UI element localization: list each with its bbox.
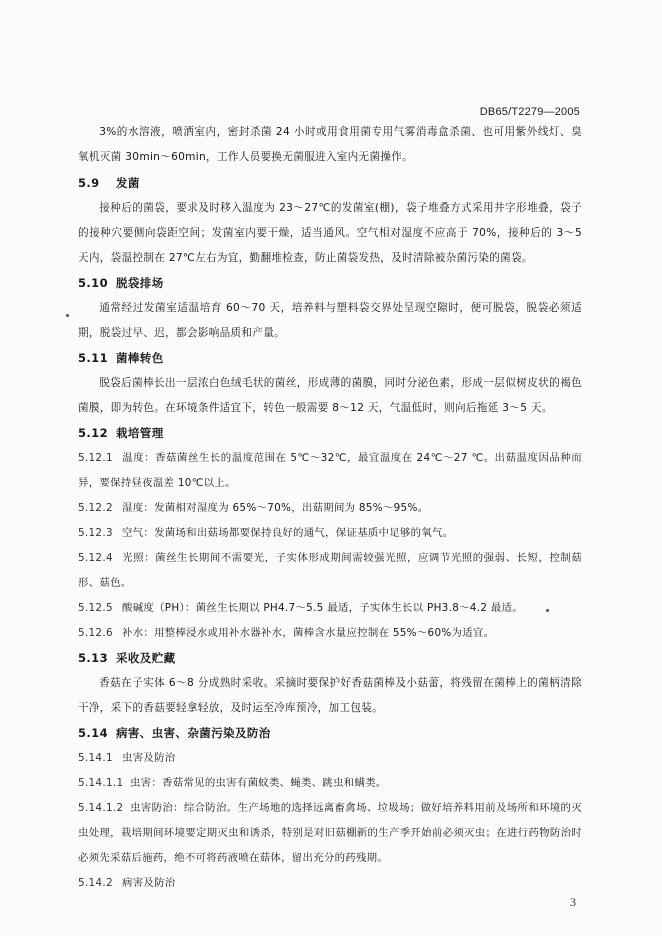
section-title: 病害、虫害、杂菌污染及防治: [116, 726, 271, 740]
item-number: 5.12.1: [78, 452, 113, 464]
item-text: 空气：发菌场和出菇场都要保持良好的通气，保证基质中足够的氧气。: [122, 527, 454, 539]
section-heading-5-13: [78, 646, 582, 671]
item-number: 5.12.5: [78, 602, 113, 614]
item-text: 病害及防治: [122, 877, 176, 889]
item-number: 5.12.4: [78, 552, 113, 564]
item-number: 5.14.1: [78, 752, 113, 764]
item-number: 5.14.1.2: [78, 802, 124, 814]
section-title: 栽培管理: [116, 426, 164, 440]
item-text: 虫害：香菇常见的虫害有菌蚊类、蝇类、跳虫和螨类。: [130, 777, 387, 789]
section-title: 采收及贮藏: [116, 651, 176, 665]
section-number: 5.14: [78, 726, 108, 740]
continuation-paragraph: 3%的水溶液，喷洒室内，密封杀菌 24 小时或用食用菌专用气雾消毒盒杀菌、也可用紫外线灯、臭氧机灭菌 30min～60min，工作人员要换无菌服进入室内无菌操作。: [78, 126, 582, 163]
item-text: 光照：菌丝生长期间不需要光，子实体形成期间需较强光照，应调节光照的强弱、长短，控制菇形、菇色。: [78, 552, 582, 589]
list-item: [78, 771, 582, 796]
item-text: 虫害及防治: [122, 752, 176, 764]
item-number: 5.12.6: [78, 627, 113, 639]
section-number: 5.10: [78, 276, 108, 290]
section-paragraph-5-11: 脱袋后菌棒长出一层浓白色绒毛状的菌丝，形成薄的菌膜，同时分泌色素，形成一层似树皮状的褐色菌膜，即为转色。在环境条件适宜下，转色一般需要 8～12 天，气温低时，则向后拖延 3～5 天。: [78, 377, 582, 414]
item-number: 5.12.2: [78, 502, 113, 514]
item-number: 5.12.3: [78, 527, 113, 539]
list-item: [78, 871, 582, 896]
section-number: 5.9: [78, 176, 100, 190]
item-number: 5.14.1.1: [78, 777, 124, 789]
item-text: 湿度：发菌相对湿度为 65%～70%，出菇期间为 85%～95%。: [122, 502, 429, 514]
list-item: [78, 596, 582, 621]
section-heading-5-12: [78, 421, 582, 446]
section-title: 菌棒转色: [116, 351, 164, 365]
item-text: 酸碱度（PH）：菌丝生长期以 PH4.7～5.5 最适，子实体生长以 PH3.8～4.2 最适。: [122, 602, 523, 614]
section-heading-5-14: [78, 721, 582, 746]
section-number: 5.11: [78, 351, 108, 365]
item-number: 5.14.2: [78, 877, 113, 889]
scan-speck: [546, 609, 549, 612]
section-heading-5-10: [78, 271, 582, 296]
section-paragraph-5-13: 香菇在子实体 6～8 分成熟时采收。采摘时要保护好香菇菌棒及小菇蕾，将残留在菌棒上的菌柄清除干净，采下的香菇要轻拿轻放，及时运至冷库预冷，加工包装。: [78, 677, 582, 714]
section-title: 脱袋排场: [116, 276, 164, 290]
section-number: 5.13: [78, 651, 108, 665]
item-text: 温度：香菇菌丝生长的温度范围在 5℃～32℃，最宜温度在 24℃～27 ℃。出菇温度因品种而异，要保持昼夜温差 10℃以上。: [78, 452, 582, 489]
document-body: [78, 120, 582, 896]
list-item: [78, 496, 582, 521]
list-item: [78, 546, 582, 596]
section-paragraph-5-9: 接种后的菌袋，要求及时移入温度为 23～27℃的发菌室(棚)，袋子堆叠方式采用井字形堆叠，袋子的接种穴要侧向袋距空间；发菌室内要干燥，适当通风。空气相对湿度不应高于 70%，接种后的 3～5 天内，袋温控制在 27℃左右为宜，勤翻堆检查，防止菌袋发热，及时清除被杂菌污染的菌袋。: [78, 202, 582, 264]
section-paragraph-5-10: 通常经过发菌室适温培育 60～70 天，培养料与塑料袋交界处呈现空隙时，便可脱袋，脱袋必须适期，脱袋过早、迟，都会影响品质和产量。: [78, 302, 582, 339]
list-item: [78, 796, 582, 871]
scan-speck: [66, 314, 69, 317]
page-number: 3: [570, 895, 576, 909]
document-code: DB65/T2279—2005: [479, 106, 580, 118]
section-heading-5-9: [78, 171, 582, 196]
section-number: 5.12: [78, 426, 108, 440]
item-text: 补水：用整棒浸水或用补水器补水，菌棒含水量应控制在 55%～60%为适宜。: [122, 627, 495, 639]
list-item: [78, 746, 582, 771]
list-item: [78, 446, 582, 496]
list-item: [78, 521, 582, 546]
item-text: 虫害防治：综合防治。生产场地的选择远离畜禽场、垃圾场；做好培养料用前及场所和环境的灭虫处理，栽培期间环境要定期灭虫和诱杀，特别是对旧菇棚新的生产季开始前必须灭虫；在进行药物防治时必须先采菇后施药，绝不可将药液喷在菇体，留出充分的药残期。: [78, 802, 582, 864]
list-item: [78, 621, 582, 646]
section-heading-5-11: [78, 346, 582, 371]
section-title: 发菌: [116, 176, 140, 190]
